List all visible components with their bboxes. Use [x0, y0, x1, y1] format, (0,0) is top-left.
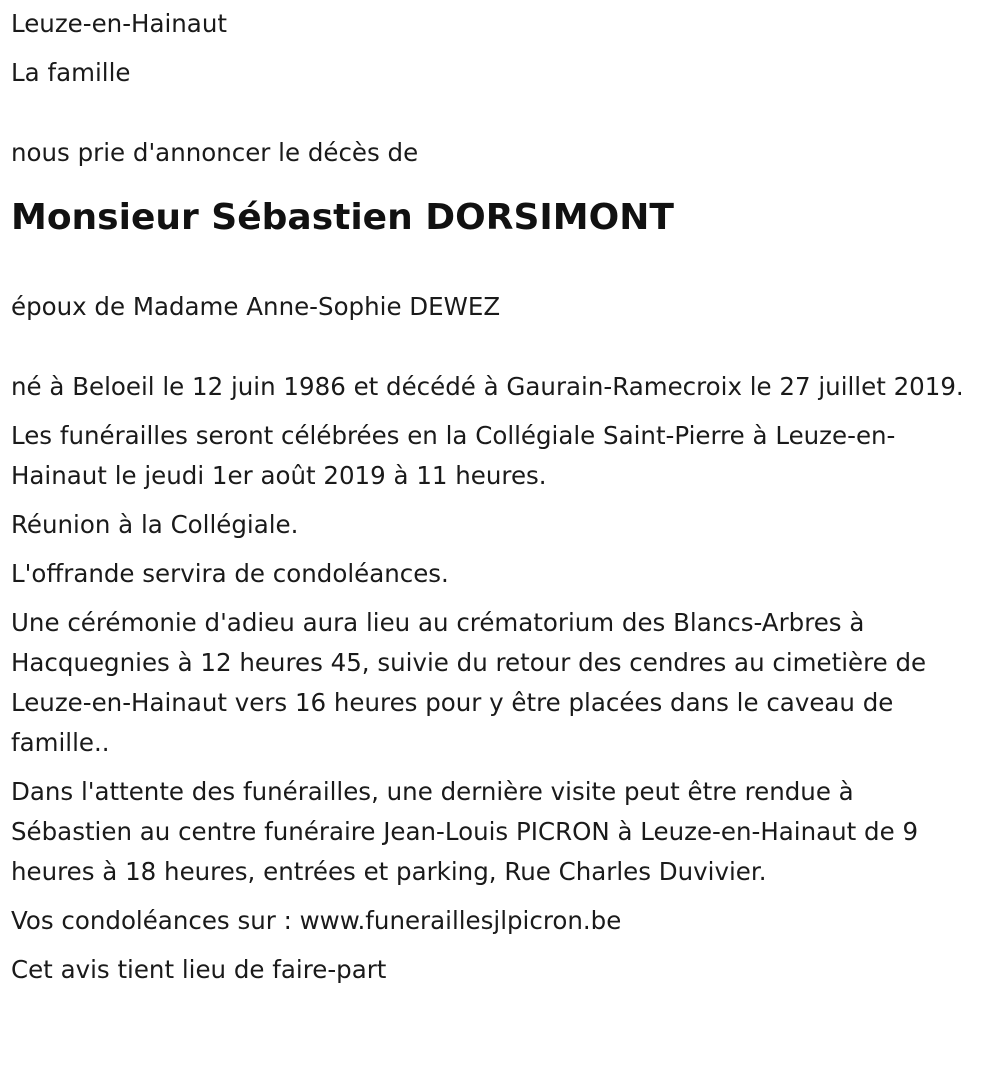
- meeting-paragraph: Réunion à la Collégiale.: [11, 510, 299, 539]
- family-line: La famille: [11, 58, 131, 87]
- death-notice: [11, 4, 981, 999]
- city-line: Leuze-en-Hainaut: [11, 9, 227, 38]
- offering-paragraph: L'offrande servira de condoléances.: [11, 559, 449, 588]
- condolences-paragraph: Vos condoléances sur : www.funeraillesjlpicron.be: [11, 906, 622, 935]
- deceased-name: Monsieur Sébastien DORSIMONT: [11, 197, 674, 238]
- spouse-line: époux de Madame Anne-Sophie DEWEZ: [11, 292, 501, 321]
- ceremony-paragraph: Une cérémonie d'adieu aura lieu au crématorium des Blancs-Arbres à Hacquegnies à 12 heures 45, suivie du retour des cendres au cimetière de Leuze-en-Hainaut vers 16 heures pour y être placées dans le caveau de famille..: [11, 608, 927, 757]
- intro-line: nous prie d'annoncer le décès de: [11, 138, 419, 167]
- funeral-paragraph: Les funérailles seront célébrées en la Collégiale Saint-Pierre à Leuze-en-Hainaut le jeudi 1er août 2019 à 11 heures.: [11, 421, 896, 490]
- birth-death-paragraph: né à Beloeil le 12 juin 1986 et décédé à Gaurain-Ramecroix le 27 juillet 2019.: [11, 372, 964, 401]
- visit-paragraph: Dans l'attente des funérailles, une dernière visite peut être rendue à Sébastien au centre funéraire Jean-Louis PICRON à Leuze-en-Hainaut de 9 heures à 18 heures, entrées et parking, Rue Charles Duvivier.: [11, 777, 919, 886]
- closing-paragraph: Cet avis tient lieu de faire-part: [11, 955, 387, 984]
